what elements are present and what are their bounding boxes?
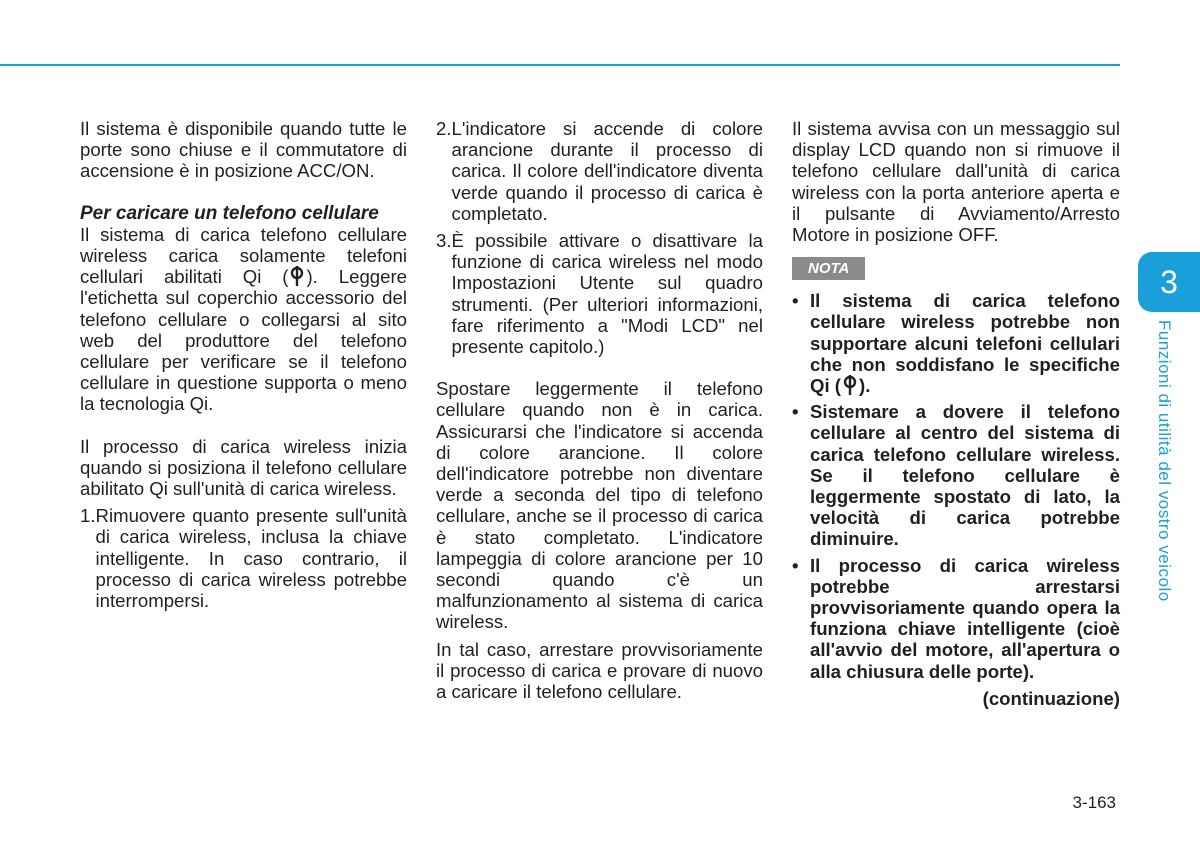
step-3-text: È possibile attivare o disattivare la funzione di carica wireless nel modo Impostazioni Utente sul quadro strumenti. (Per ulteriori informazioni, fare riferimento a "Modi LCD" nel presente capitolo.)	[451, 230, 763, 358]
column-middle	[436, 118, 763, 702]
bullet-marker: •	[792, 554, 799, 576]
continuation-label: (continuazione)	[982, 687, 1120, 709]
indicator-paragraph: Spostare leggermente il telefono cellulare quando non è in carica. Assicurarsi che l'indicatore si accenda di colore arancione. Il colore dell'indicatore potrebbe non diventare verde a seconda del tipo di telefono cellulare, anche se il processo di carica è stato completato. L'indicatore lampeggia di colore arancione per 10 secondi quando c'è un malfunzionamento al sistema di carica wireless.	[436, 378, 763, 633]
qi-support-paragraph	[80, 224, 407, 415]
page-number: 3-163	[1072, 793, 1116, 812]
step-2	[436, 118, 763, 224]
qi-support-text-end: ). Leggere l'etichetta sul coperchio accessorio del telefono cellulare o collegarsi al sito web del produttore del telefono cellulare per verificare se il telefono cellulare in questione supporta o meno la tecnologia Qi.	[80, 266, 408, 415]
note-bullet-1-text	[810, 290, 1120, 396]
step-2-text: L'indicatore si accende di colore arancione durante il processo di carica. Il colore dell'indicatore diventa verde quando il processo di carica è completato.	[451, 118, 763, 224]
note-badge: NOTA	[792, 257, 865, 280]
qi-logo-icon	[843, 375, 857, 395]
column-right	[792, 118, 1120, 709]
note-bullet-2-text: Sistemare a dovere il telefono cellulare al centro del sistema di carica telefono cellulare wireless. Se il telefono cellulare è leggermente spostato di lato, la velocità di carica potrebbe diminuire.	[810, 401, 1120, 550]
intro-paragraph: Il sistema è disponibile quando tutte le porte sono chiuse e il commutatore di accensione è in posizione ACC/ON.	[80, 118, 407, 182]
stop-charging-paragraph: In tal caso, arrestare provvisoriamente il processo di carica e provare di nuovo a caricare il telefono cellulare.	[436, 638, 763, 703]
bullet-marker: •	[792, 290, 799, 312]
warning-message-paragraph: Il sistema avvisa con un messaggio sul display LCD quando non si rimuove il telefono cellulare dall'unità di carica wireless con la porta anteriore aperta e il pulsante di Avviamento/Arresto Motore in posizione OFF.	[792, 118, 1120, 246]
qi-logo-icon	[290, 266, 304, 286]
step-3-number: 3.	[436, 230, 452, 252]
qi-support-text-start: Il sistema di carica telefono cellulare wireless carica solamente telefoni cellulari abilitati Qi (	[80, 223, 407, 288]
note-bullet-1	[792, 290, 1120, 396]
section-heading: Per caricare un telefono cellulare	[80, 202, 379, 224]
column-left	[80, 118, 407, 611]
note-bullet-3	[792, 555, 1120, 682]
header-rule	[0, 64, 1120, 66]
note-bullet-3-text: Il processo di carica wireless potrebbe arrestarsi provvisoriamente quando opera la funziona chiave intelligente (cioè all'avvio del motore, all'apertura o alla chiusura delle porte).	[810, 554, 1120, 682]
note-bullet-1-text-end: ).	[859, 375, 871, 397]
chapter-tab[interactable]: 3	[1138, 252, 1200, 312]
bullet-marker: •	[792, 401, 799, 423]
step-1-number: 1.	[80, 505, 96, 527]
note-bullet-1-text-start: Il sistema di carica telefono cellulare wireless potrebbe non supportare alcuni telefoni cellulari che non soddisfano le specifiche Qi (	[810, 290, 1120, 397]
step-3	[436, 230, 763, 357]
charging-start-paragraph: Il processo di carica wireless inizia quando si posiziona il telefono cellulare abilitato Qi sull'unità di carica wireless.	[80, 435, 407, 500]
step-2-number: 2.	[436, 118, 452, 139]
note-bullet-2	[792, 401, 1120, 549]
step-1-text: Rimuovere quanto presente sull'unità di carica wireless, inclusa la chiave intelligente. In caso contrario, il processo di carica wireless potrebbe interrompersi.	[95, 505, 407, 612]
step-1	[80, 505, 407, 611]
chapter-title: Funzioni di utilità del vostro veicolo	[1155, 320, 1174, 602]
